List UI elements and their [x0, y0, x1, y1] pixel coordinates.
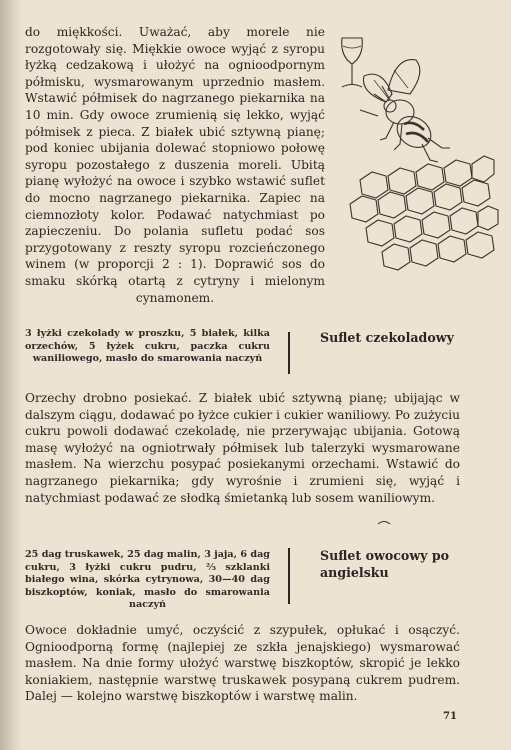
ornament-icon [377, 519, 391, 525]
recipe-title: Suflet czekoladowy [320, 330, 454, 345]
ingredients-list: 25 dag truskawek, 25 dag malin, 3 jaja, 6 dag cukru, 3 łyżki cukru pudru, ⅔ szklanki białego wina, skórka cytrynowa, 30—40 dag biszkoptów, koniak, masło do smarowania naczyń [25, 549, 270, 611]
recipe-method: Orzechy drobno posiekać. Z białek ubić sztywną pianę; ubijając w dalszym ciągu, dodawać po łyżce cukier i cukier waniliowy. Po zużyciu cukru powoli dodawać czekoladę, nie przerywając ubijania. Gotową masę wyłożyć na ogniotrwały półmisek lub talerzyki wysmarowane masłem. Na wierzchu posypać posiekanymi orzechami. Wstawić do nagrzanego piekarnika; gdy wyrośnie i zrumieni się, wyjąć i natychmiast podawać ze słodką śmietanką lub sosem waniliowym. [25, 391, 460, 505]
recipe-method: Owoce dokładnie umyć, oczyścić z szypułek, opłukać i osączyć. Ognioodporną formę (najlepiej ze szkła jenajskiego) wysmarować masłem. Na dnie formy ułożyć warstwę biszkoptów, skropić je lekko koniakiem, następnie warstwę truskawek posypaną cukrem pudrem. Dalej — kolejno warstwę biszkoptów i warstwę malin. [25, 623, 460, 704]
recipe-title: Suflet owocowy po angielsku [320, 548, 450, 580]
section-divider [288, 548, 290, 604]
page-number: 71 [443, 711, 457, 722]
section-divider [288, 332, 290, 374]
page-fold-shadow [0, 0, 22, 750]
intro-paragraph: do miękkości. Uważać, aby morele nie rozgotowały się. Miękkie owoce wyjąć z syropu łyżką cedzakową i ułożyć na ognioodpornym półmisku, wysmarowanym uprzednio masłem. Wstawić półmisek do nagrzanego piekarnika na 10 min. Gdy owoce zrumienią się lekko, wyjąć półmisek z pieca. Z białek ubić sztywną pianę; pod koniec ubijania dolewać stopniowo połowę syropu pozostałego z duszenia moreli. Ubitą pianę wyłożyć na owoce i szybko wstawić suflet do mocno nagrzanego piekarnika. Zapiec na ciemnozłoty kolor. Podawać natychmiast po zapieczeniu. Do polania sufletu podać sos przygotowany z reszty syropu rozcieńczonego winem (w proporcji 2 : 1). Doprawić sos do smaku skórką otartą z cytryny i mielonym cynamonem. [25, 25, 325, 305]
ingredients-list: 3 łyżki czekolady w proszku, 5 białek, kilka orzechów, 5 łyżek cukru, paczka cukru waniliowego, masło do smarowania naczyń [25, 328, 270, 365]
bee-on-honeycomb-with-glass-icon [330, 20, 502, 292]
